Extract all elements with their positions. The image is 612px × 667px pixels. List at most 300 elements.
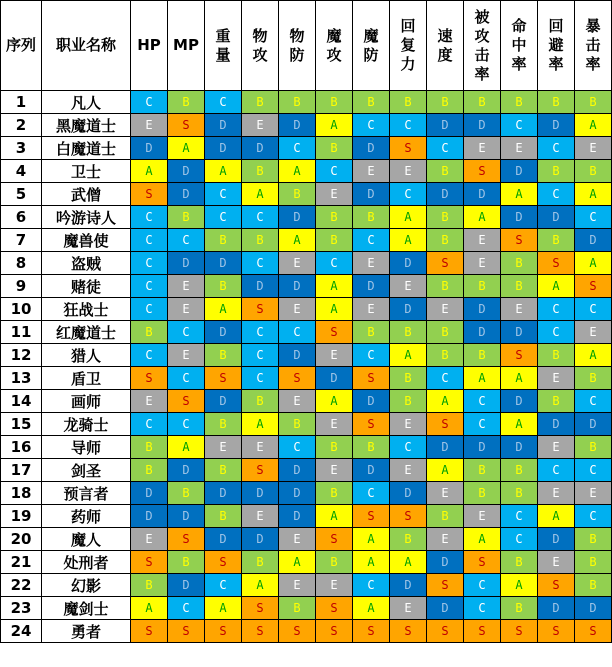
grade-cell: B [464, 275, 501, 298]
grade-cell: B [427, 229, 464, 252]
grade-cell: A [538, 275, 575, 298]
grade-cell: D [353, 137, 390, 160]
row-index: 18 [1, 482, 42, 505]
job-name: 红魔道士 [42, 321, 131, 344]
grade-cell: S [464, 160, 501, 183]
grade-cell: D [538, 206, 575, 229]
grade-cell: D [242, 275, 279, 298]
grade-cell: B [316, 551, 353, 574]
grade-cell: A [501, 413, 538, 436]
grade-cell: B [242, 91, 279, 114]
grade-cell: C [501, 528, 538, 551]
grade-cell: D [242, 482, 279, 505]
grade-cell: E [279, 390, 316, 413]
grade-cell: D [427, 114, 464, 137]
grade-cell: D [131, 505, 168, 528]
grade-cell: B [205, 459, 242, 482]
job-name: 吟游诗人 [42, 206, 131, 229]
grade-cell: C [205, 206, 242, 229]
row-index: 24 [1, 620, 42, 643]
job-name: 龙骑士 [42, 413, 131, 436]
grade-cell: S [205, 551, 242, 574]
grade-cell: C [316, 252, 353, 275]
grade-cell: B [131, 574, 168, 597]
grade-cell: E [205, 436, 242, 459]
grade-cell: D [205, 321, 242, 344]
grade-cell: D [575, 229, 612, 252]
grade-cell: D [168, 459, 205, 482]
grade-cell: C [390, 436, 427, 459]
grade-cell: E [353, 252, 390, 275]
grade-cell: S [242, 620, 279, 643]
grade-cell: B [575, 574, 612, 597]
row-index: 4 [1, 160, 42, 183]
grade-cell: S [538, 620, 575, 643]
grade-cell: E [427, 528, 464, 551]
table-row [1, 344, 612, 367]
grade-cell: C [353, 114, 390, 137]
grade-cell: S [316, 528, 353, 551]
grade-cell: S [353, 620, 390, 643]
row-index: 16 [1, 436, 42, 459]
grade-cell: C [168, 413, 205, 436]
grade-cell: B [575, 367, 612, 390]
table-row [1, 505, 612, 528]
grade-cell: C [279, 137, 316, 160]
grade-cell: C [242, 321, 279, 344]
table-body [1, 91, 612, 643]
grade-cell: B [131, 321, 168, 344]
grade-cell: D [205, 528, 242, 551]
grade-cell: B [501, 551, 538, 574]
grade-cell: C [353, 229, 390, 252]
grade-cell: B [575, 160, 612, 183]
grade-cell: D [242, 137, 279, 160]
grade-cell: D [168, 252, 205, 275]
grade-cell: B [316, 482, 353, 505]
row-index: 6 [1, 206, 42, 229]
grade-cell: E [538, 482, 575, 505]
job-name: 白魔道士 [42, 137, 131, 160]
table-row [1, 482, 612, 505]
table-row [1, 459, 612, 482]
row-index: 19 [1, 505, 42, 528]
grade-cell: A [279, 551, 316, 574]
grade-cell: D [131, 137, 168, 160]
job-name: 画师 [42, 390, 131, 413]
grade-cell: B [205, 344, 242, 367]
grade-cell: B [168, 206, 205, 229]
grade-cell: B [427, 321, 464, 344]
grade-cell: B [538, 91, 575, 114]
row-index: 2 [1, 114, 42, 137]
row-index: 15 [1, 413, 42, 436]
grade-cell: A [242, 574, 279, 597]
table-row [1, 183, 612, 206]
grade-cell: D [464, 183, 501, 206]
grade-cell: S [168, 114, 205, 137]
table-row [1, 597, 612, 620]
grade-cell: D [501, 390, 538, 413]
grade-cell: A [316, 275, 353, 298]
grade-cell: E [464, 229, 501, 252]
grade-cell: A [464, 528, 501, 551]
grade-cell: C [538, 298, 575, 321]
grade-cell: C [242, 206, 279, 229]
grade-cell: S [427, 574, 464, 597]
row-index: 21 [1, 551, 42, 574]
grade-cell: A [390, 551, 427, 574]
job-name: 幻影 [42, 574, 131, 597]
grade-cell: C [242, 252, 279, 275]
grade-cell: C [464, 413, 501, 436]
grade-cell: E [131, 390, 168, 413]
grade-cell: C [205, 91, 242, 114]
grade-cell: E [390, 275, 427, 298]
grade-cell: B [353, 206, 390, 229]
grade-cell: B [538, 229, 575, 252]
grade-cell: S [353, 505, 390, 528]
grade-cell: A [390, 344, 427, 367]
grade-cell: C [575, 206, 612, 229]
row-index: 23 [1, 597, 42, 620]
grade-cell: D [279, 206, 316, 229]
grade-cell: B [279, 413, 316, 436]
grade-cell: C [390, 183, 427, 206]
grade-cell: C [131, 275, 168, 298]
grade-cell: D [168, 574, 205, 597]
grade-cell: B [168, 482, 205, 505]
grade-cell: C [427, 367, 464, 390]
grade-cell: B [427, 91, 464, 114]
grade-cell: D [464, 298, 501, 321]
table-row [1, 160, 612, 183]
grade-cell: B [353, 321, 390, 344]
grade-cell: D [279, 114, 316, 137]
grade-cell: A [427, 459, 464, 482]
grade-cell: C [242, 344, 279, 367]
job-name: 处刑者 [42, 551, 131, 574]
grade-cell: C [316, 160, 353, 183]
grade-cell: D [501, 160, 538, 183]
grade-cell: S [353, 367, 390, 390]
grade-cell: B [353, 436, 390, 459]
table-row [1, 367, 612, 390]
grade-cell: E [427, 482, 464, 505]
grade-cell: S [242, 459, 279, 482]
table-row [1, 114, 612, 137]
grade-cell: C [205, 183, 242, 206]
grade-cell: A [316, 298, 353, 321]
table-row [1, 574, 612, 597]
grade-cell: S [538, 574, 575, 597]
grade-cell: A [538, 505, 575, 528]
grade-cell: B [464, 91, 501, 114]
grade-cell: S [279, 367, 316, 390]
grade-cell: S [205, 367, 242, 390]
job-name: 魔剑士 [42, 597, 131, 620]
row-index: 7 [1, 229, 42, 252]
grade-cell: B [316, 436, 353, 459]
job-name: 药师 [42, 505, 131, 528]
row-index: 3 [1, 137, 42, 160]
grade-cell: B [316, 206, 353, 229]
table-row [1, 91, 612, 114]
job-name: 勇者 [42, 620, 131, 643]
grade-cell: A [279, 160, 316, 183]
grade-cell: A [205, 160, 242, 183]
grade-cell: E [279, 298, 316, 321]
grade-cell: S [427, 413, 464, 436]
grade-cell: D [575, 413, 612, 436]
grade-cell: D [131, 482, 168, 505]
grade-cell: D [464, 114, 501, 137]
grade-cell: D [464, 436, 501, 459]
grade-cell: B [316, 91, 353, 114]
grade-cell: E [390, 459, 427, 482]
grade-cell: C [390, 114, 427, 137]
grade-cell: A [131, 160, 168, 183]
grade-cell: C [168, 229, 205, 252]
job-name: 武僧 [42, 183, 131, 206]
grade-cell: B [205, 413, 242, 436]
grade-cell: D [390, 298, 427, 321]
column-header: 命 中 率 [501, 1, 538, 91]
grade-cell: A [242, 183, 279, 206]
grade-cell: C [131, 229, 168, 252]
column-header: MP [168, 1, 205, 91]
grade-cell: D [538, 114, 575, 137]
grade-cell: C [538, 137, 575, 160]
grade-cell: E [168, 275, 205, 298]
row-index: 1 [1, 91, 42, 114]
table-row [1, 390, 612, 413]
grade-cell: S [242, 597, 279, 620]
grade-cell: S [390, 137, 427, 160]
grade-cell: B [205, 275, 242, 298]
job-name: 猎人 [42, 344, 131, 367]
column-header: 被 攻 击 率 [464, 1, 501, 91]
grade-cell: B [575, 436, 612, 459]
grade-cell: E [279, 528, 316, 551]
table-row [1, 436, 612, 459]
grade-cell: C [168, 321, 205, 344]
grade-cell: E [538, 551, 575, 574]
grade-cell: D [205, 137, 242, 160]
grade-cell: S [390, 505, 427, 528]
grade-cell: E [464, 137, 501, 160]
table-row [1, 206, 612, 229]
grade-cell: E [575, 137, 612, 160]
grade-cell: S [464, 551, 501, 574]
grade-cell: B [427, 505, 464, 528]
grade-cell: S [131, 620, 168, 643]
row-index: 9 [1, 275, 42, 298]
grade-cell: S [464, 620, 501, 643]
row-index: 13 [1, 367, 42, 390]
grade-cell: S [168, 620, 205, 643]
grade-cell: A [575, 114, 612, 137]
grade-cell: D [427, 597, 464, 620]
table-row [1, 551, 612, 574]
grade-cell: C [464, 390, 501, 413]
grade-cell: E [575, 321, 612, 344]
grade-cell: D [168, 183, 205, 206]
grade-cell: B [427, 206, 464, 229]
grade-cell: D [390, 252, 427, 275]
grade-cell: E [316, 344, 353, 367]
grade-cell: D [501, 321, 538, 344]
grade-cell: D [353, 390, 390, 413]
grade-cell: A [131, 597, 168, 620]
grade-cell: S [575, 275, 612, 298]
grade-cell: C [353, 344, 390, 367]
grade-cell: S [501, 344, 538, 367]
grade-cell: D [279, 344, 316, 367]
grade-cell: B [538, 160, 575, 183]
grade-cell: C [205, 574, 242, 597]
job-name: 魔兽使 [42, 229, 131, 252]
grade-cell: E [168, 344, 205, 367]
grade-cell: S [427, 620, 464, 643]
grade-cell: D [501, 436, 538, 459]
grade-cell: B [501, 275, 538, 298]
column-header: 序列 [1, 1, 42, 91]
grade-cell: S [316, 321, 353, 344]
table-row [1, 229, 612, 252]
grade-cell: D [427, 551, 464, 574]
grade-cell: S [131, 551, 168, 574]
grade-cell: E [501, 298, 538, 321]
grade-cell: A [168, 137, 205, 160]
grade-cell: C [131, 344, 168, 367]
grade-cell: C [279, 436, 316, 459]
grade-cell: D [279, 275, 316, 298]
grade-cell: C [464, 574, 501, 597]
row-index: 14 [1, 390, 42, 413]
table-row [1, 413, 612, 436]
grade-cell: B [168, 551, 205, 574]
grade-cell: A [205, 298, 242, 321]
column-header: 物 防 [279, 1, 316, 91]
grade-cell: E [316, 413, 353, 436]
grade-cell: D [205, 252, 242, 275]
grade-cell: C [538, 183, 575, 206]
grade-cell: D [353, 275, 390, 298]
grade-cell: E [131, 528, 168, 551]
job-name: 剑圣 [42, 459, 131, 482]
header-row [1, 1, 612, 91]
job-name: 盾卫 [42, 367, 131, 390]
grade-cell: D [205, 390, 242, 413]
grade-cell: A [501, 574, 538, 597]
grade-cell: C [575, 298, 612, 321]
grade-cell: C [131, 413, 168, 436]
grade-cell: B [168, 91, 205, 114]
grade-cell: A [316, 390, 353, 413]
grade-cell: S [316, 620, 353, 643]
grade-cell: A [316, 114, 353, 137]
job-name: 盗贼 [42, 252, 131, 275]
grade-cell: A [279, 229, 316, 252]
grade-cell: A [353, 597, 390, 620]
grade-cell: E [353, 160, 390, 183]
table-row [1, 321, 612, 344]
grade-cell: D [168, 160, 205, 183]
grade-cell: D [538, 528, 575, 551]
grade-cell: S [390, 620, 427, 643]
column-header: 速 度 [427, 1, 464, 91]
grade-cell: B [575, 551, 612, 574]
grade-cell: C [427, 137, 464, 160]
column-header: 魔 攻 [316, 1, 353, 91]
job-name: 凡人 [42, 91, 131, 114]
grade-cell: S [205, 620, 242, 643]
grade-cell: E [242, 505, 279, 528]
grade-cell: S [279, 620, 316, 643]
grade-cell: D [205, 114, 242, 137]
grade-cell: E [353, 298, 390, 321]
grade-cell: A [390, 229, 427, 252]
grade-cell: E [464, 252, 501, 275]
grade-cell: E [538, 436, 575, 459]
grade-cell: B [390, 367, 427, 390]
grade-cell: D [279, 505, 316, 528]
grade-cell: B [501, 459, 538, 482]
grade-cell: A [501, 367, 538, 390]
row-index: 22 [1, 574, 42, 597]
grade-cell: D [464, 321, 501, 344]
grade-cell: D [501, 206, 538, 229]
grade-cell: A [501, 183, 538, 206]
column-header: HP [131, 1, 168, 91]
grade-cell: D [242, 528, 279, 551]
grade-cell: B [538, 344, 575, 367]
grade-cell: E [168, 298, 205, 321]
table-row [1, 620, 612, 643]
grade-cell: A [168, 436, 205, 459]
grade-cell: E [427, 298, 464, 321]
grade-cell: B [501, 597, 538, 620]
grade-cell: S [131, 183, 168, 206]
grade-cell: E [131, 114, 168, 137]
grade-cell: B [353, 91, 390, 114]
grade-cell: D [316, 367, 353, 390]
grade-cell: A [575, 252, 612, 275]
grade-cell: C [575, 390, 612, 413]
grade-cell: E [279, 574, 316, 597]
grade-cell: B [242, 229, 279, 252]
grade-cell: D [168, 505, 205, 528]
grade-cell: S [538, 252, 575, 275]
grade-cell: E [390, 160, 427, 183]
grade-cell: D [279, 459, 316, 482]
grade-cell: C [501, 505, 538, 528]
grade-cell: S [353, 413, 390, 436]
grade-cell: D [390, 574, 427, 597]
grade-cell: S [242, 298, 279, 321]
grade-cell: D [427, 183, 464, 206]
grade-cell: E [538, 367, 575, 390]
job-name: 预言者 [42, 482, 131, 505]
table-row [1, 137, 612, 160]
column-header: 重 量 [205, 1, 242, 91]
grade-cell: E [464, 505, 501, 528]
grade-cell: B [464, 482, 501, 505]
job-name: 魔人 [42, 528, 131, 551]
row-index: 20 [1, 528, 42, 551]
grade-cell: S [427, 252, 464, 275]
